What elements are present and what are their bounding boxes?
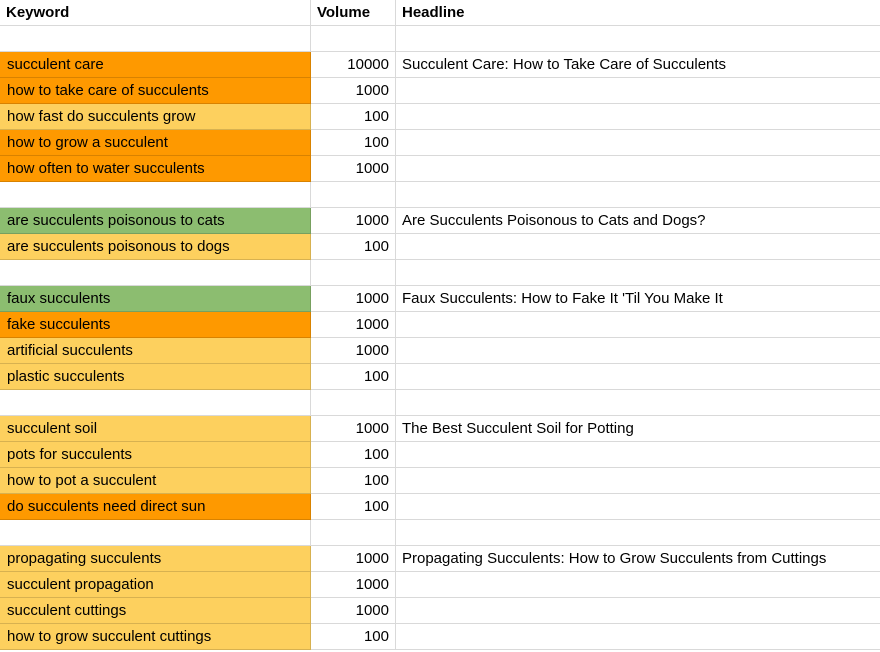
table-row xyxy=(0,286,880,312)
headline-cell[interactable] xyxy=(396,364,880,390)
headline-cell[interactable] xyxy=(396,156,880,182)
table-row xyxy=(0,208,880,234)
headline-cell[interactable]: Faux Succulents: How to Fake It 'Til You Make It xyxy=(396,286,880,312)
volume-cell[interactable]: 100 xyxy=(311,104,396,130)
keyword-cell[interactable]: how to pot a succulent xyxy=(0,468,311,494)
headline-cell[interactable] xyxy=(396,598,880,624)
table-row xyxy=(0,338,880,364)
volume-cell[interactable]: 100 xyxy=(311,130,396,156)
volume-cell[interactable]: 1000 xyxy=(311,416,396,442)
headline-cell[interactable]: Succulent Care: How to Take Care of Succulents xyxy=(396,52,880,78)
volume-cell[interactable]: 100 xyxy=(311,494,396,520)
volume-cell[interactable]: 1000 xyxy=(311,156,396,182)
volume-cell[interactable] xyxy=(311,182,396,208)
keyword-column-header[interactable]: Keyword xyxy=(0,0,311,26)
headline-cell[interactable] xyxy=(396,494,880,520)
headline-cell[interactable] xyxy=(396,468,880,494)
table-row xyxy=(0,234,880,260)
volume-cell[interactable]: 1000 xyxy=(311,338,396,364)
volume-column-header[interactable]: Volume xyxy=(311,0,396,26)
table-row xyxy=(0,416,880,442)
table-row xyxy=(0,442,880,468)
keyword-cell[interactable]: fake succulents xyxy=(0,312,311,338)
headline-column-header[interactable]: Headline xyxy=(396,0,880,26)
volume-cell[interactable]: 10000 xyxy=(311,52,396,78)
headline-cell[interactable] xyxy=(396,520,880,546)
volume-cell[interactable]: 1000 xyxy=(311,546,396,572)
keyword-cell[interactable]: artificial succulents xyxy=(0,338,311,364)
keyword-cell[interactable]: how to take care of succulents xyxy=(0,78,311,104)
keyword-cell[interactable] xyxy=(0,182,311,208)
table-row xyxy=(0,130,880,156)
keyword-cell[interactable] xyxy=(0,260,311,286)
keyword-cell[interactable]: are succulents poisonous to dogs xyxy=(0,234,311,260)
table-row xyxy=(0,52,880,78)
keyword-cell[interactable]: are succulents poisonous to cats xyxy=(0,208,311,234)
keyword-cell[interactable]: how fast do succulents grow xyxy=(0,104,311,130)
keyword-cell[interactable]: plastic succulents xyxy=(0,364,311,390)
headline-cell[interactable]: The Best Succulent Soil for Potting xyxy=(396,416,880,442)
headline-cell[interactable] xyxy=(396,26,880,52)
headline-cell[interactable] xyxy=(396,78,880,104)
sheet-body xyxy=(0,26,880,650)
volume-cell[interactable]: 1000 xyxy=(311,286,396,312)
keyword-cell[interactable]: pots for succulents xyxy=(0,442,311,468)
table-row xyxy=(0,364,880,390)
headline-cell[interactable] xyxy=(396,234,880,260)
keyword-cell[interactable]: succulent care xyxy=(0,52,311,78)
table-row xyxy=(0,468,880,494)
headline-cell[interactable]: Are Succulents Poisonous to Cats and Dogs? xyxy=(396,208,880,234)
headline-cell[interactable] xyxy=(396,312,880,338)
volume-cell[interactable]: 1000 xyxy=(311,208,396,234)
volume-cell[interactable]: 100 xyxy=(311,364,396,390)
keyword-cell[interactable]: faux succulents xyxy=(0,286,311,312)
table-row xyxy=(0,312,880,338)
table-row xyxy=(0,494,880,520)
keyword-cell[interactable]: succulent propagation xyxy=(0,572,311,598)
headline-cell[interactable]: Propagating Succulents: How to Grow Succulents from Cuttings xyxy=(396,546,880,572)
volume-cell[interactable]: 100 xyxy=(311,624,396,650)
header-row xyxy=(0,0,880,26)
volume-cell[interactable]: 1000 xyxy=(311,598,396,624)
volume-cell[interactable]: 100 xyxy=(311,234,396,260)
table-row xyxy=(0,156,880,182)
headline-cell[interactable] xyxy=(396,338,880,364)
keyword-cell[interactable]: propagating succulents xyxy=(0,546,311,572)
headline-cell[interactable] xyxy=(396,104,880,130)
spacer-row xyxy=(0,182,880,208)
table-row xyxy=(0,78,880,104)
volume-cell[interactable] xyxy=(311,520,396,546)
spacer-row xyxy=(0,26,880,52)
spacer-row xyxy=(0,390,880,416)
spacer-row xyxy=(0,260,880,286)
keyword-cell[interactable]: how to grow succulent cuttings xyxy=(0,624,311,650)
volume-cell[interactable]: 1000 xyxy=(311,78,396,104)
table-row xyxy=(0,104,880,130)
volume-cell[interactable] xyxy=(311,260,396,286)
volume-cell[interactable]: 1000 xyxy=(311,312,396,338)
volume-cell[interactable] xyxy=(311,390,396,416)
keyword-cell[interactable] xyxy=(0,390,311,416)
table-row xyxy=(0,598,880,624)
volume-cell[interactable]: 100 xyxy=(311,442,396,468)
keyword-cell[interactable] xyxy=(0,26,311,52)
table-row xyxy=(0,572,880,598)
headline-cell[interactable] xyxy=(396,182,880,208)
keyword-cell[interactable]: do succulents need direct sun xyxy=(0,494,311,520)
keyword-cell[interactable]: succulent cuttings xyxy=(0,598,311,624)
keyword-cell[interactable]: how to grow a succulent xyxy=(0,130,311,156)
headline-cell[interactable] xyxy=(396,390,880,416)
spacer-row xyxy=(0,520,880,546)
keyword-cell[interactable]: succulent soil xyxy=(0,416,311,442)
keyword-cell[interactable]: how often to water succulents xyxy=(0,156,311,182)
headline-cell[interactable] xyxy=(396,624,880,650)
volume-cell[interactable] xyxy=(311,26,396,52)
volume-cell[interactable]: 100 xyxy=(311,468,396,494)
headline-cell[interactable] xyxy=(396,260,880,286)
keyword-cell[interactable] xyxy=(0,520,311,546)
table-row xyxy=(0,546,880,572)
table-row xyxy=(0,624,880,650)
volume-cell[interactable]: 1000 xyxy=(311,572,396,598)
headline-cell[interactable] xyxy=(396,130,880,156)
headline-cell[interactable] xyxy=(396,442,880,468)
headline-cell[interactable] xyxy=(396,572,880,598)
